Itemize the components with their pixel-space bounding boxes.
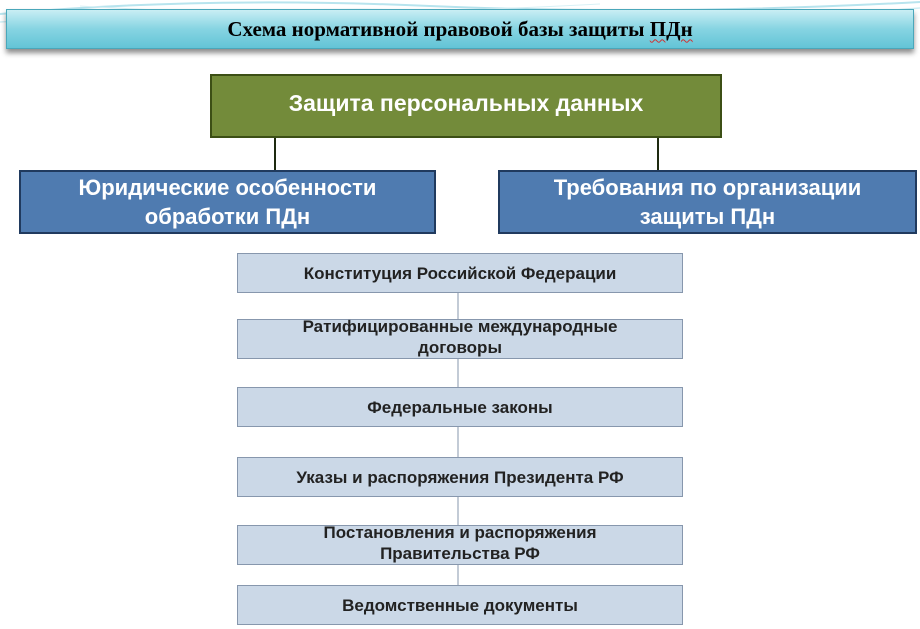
law-node-international-treaties	[237, 319, 683, 359]
branch-legal-line1: Юридические особенности	[78, 175, 377, 200]
law-node-government-resolutions	[237, 525, 683, 565]
root-node-label: Защита персональных данных	[288, 89, 644, 116]
law-resolutions-line2: Правительства РФ	[380, 544, 540, 563]
page-title	[227, 17, 692, 42]
branch-node-protection-requirements	[498, 170, 917, 234]
law-departmental-line1: Ведомственные документы	[342, 595, 578, 615]
law-federal-line1: Федеральные законы	[367, 397, 553, 417]
law-node-presidential-decrees	[237, 457, 683, 497]
branch-node-legal-features	[19, 170, 436, 234]
branch-requirements-line1: Требования по организации	[553, 175, 862, 200]
branch-legal-line2: обработки ПДн	[144, 204, 311, 229]
law-treaties-line2: договоры	[418, 338, 502, 357]
title-main-text: Схема нормативной правовой базы защиты	[227, 16, 650, 41]
law-node-federal-laws	[237, 387, 683, 427]
law-decrees-line1: Указы и распоряжения Президента РФ	[296, 467, 624, 487]
law-constitution-line1: Конституция Российской Федерации	[303, 263, 617, 283]
root-node	[210, 74, 722, 138]
branch-requirements-line2: защиты ПДн	[639, 204, 776, 229]
law-treaties-line1: Ратифицированные международные	[302, 317, 618, 336]
law-resolutions-line1: Постановления и распоряжения	[323, 523, 597, 542]
law-node-constitution	[237, 253, 683, 293]
title-abbreviation: ПДн	[649, 16, 693, 41]
title-bar	[6, 9, 914, 49]
law-node-departmental-documents	[237, 585, 683, 625]
